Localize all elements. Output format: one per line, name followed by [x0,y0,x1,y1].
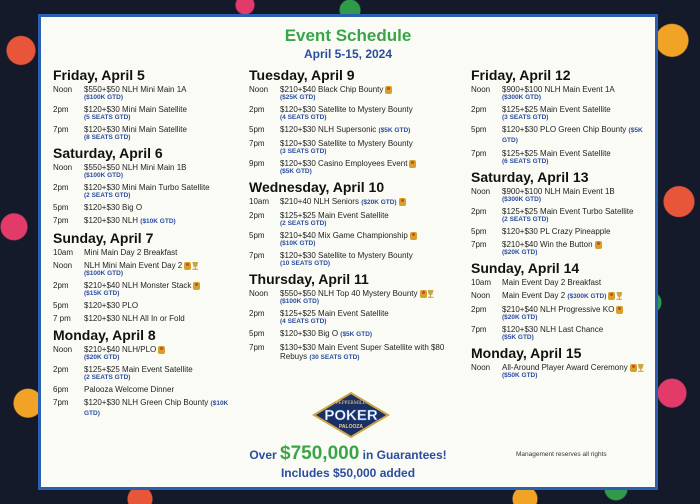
column-1 [53,67,238,422]
event-time: 7pm [471,325,487,334]
event-time: 7pm [471,149,487,158]
event-time: Noon [53,85,73,94]
logo-main-text: POKER [324,407,378,424]
event-row [249,329,447,339]
logo-top-text: PEPPERMILL [335,401,367,406]
event-title: $120+$30 Satellite to Mystery Bounty [280,105,413,114]
event-row [53,301,238,310]
event-title: $120+$30 Mini Main Satellite [84,105,187,114]
event-description [280,289,447,305]
guarantee-badge: ($10K GTD) [140,218,176,225]
event-description [84,398,238,418]
event-description [84,85,238,101]
event-time: 10am [249,197,270,206]
event-time: 5pm [471,227,487,236]
guarantee-badge: ($50K GTD) [502,372,538,379]
guarantee-badge: (2 SEATS GTD) [280,220,327,227]
event-description [280,159,447,175]
event-title: $210+40 NLH Seniors [280,197,359,206]
event-description [84,261,238,277]
event-time: 7pm [249,139,265,148]
event-title: Main Event Day 2 Breakfast [502,278,602,287]
guarantee-badge: (5 SEATS GTD) [84,114,131,121]
day-heading: Tuesday, April 9 [249,67,355,83]
event-row [471,125,651,145]
guarantee-badge: ($5K GTD) [378,127,411,134]
event-title: $120+$30 Big O [84,203,143,212]
event-description [280,139,447,155]
event-description [502,149,651,165]
event-description [280,231,447,247]
event-row [249,231,447,247]
day-block [53,67,238,141]
event-row [471,187,651,203]
medal-icon [193,282,200,290]
guarantee-badge: ($20K GTD) [84,354,120,361]
event-time: Noon [249,85,269,94]
event-row [249,159,447,175]
guarantee-badge: ($100K GTD) [84,94,124,101]
medal-icon [608,292,615,300]
event-row [471,291,651,301]
event-description [84,163,238,179]
event-description [280,329,447,339]
guarantee-prefix: Over [249,448,277,462]
event-time: 5pm [53,203,69,212]
guarantee-badge: ($300K GTD) [567,293,607,300]
event-row [249,197,447,207]
event-title: $130+$30 Main Event Super Satellite with $80 Rebuys [280,343,445,361]
added-money-line: Includes $50,000 added [280,466,416,480]
event-time: 2pm [249,309,265,318]
event-time: 5pm [471,125,487,134]
trophy-icon [616,292,622,300]
guarantee-badge: ($20K GTD) [502,249,538,256]
event-time: 7pm [53,216,69,225]
guarantee-badge: (3 SEATS GTD) [502,114,549,121]
guarantee-badge: ($25K GTD) [280,94,316,101]
event-time: 7pm [249,343,265,352]
event-row [53,314,238,323]
event-title: All-Around Player Award Ceremony [502,363,628,372]
day-block [249,67,447,175]
event-description [502,105,651,121]
day-heading: Sunday, April 7 [53,230,154,246]
event-row [53,105,238,121]
event-row [249,343,447,362]
event-time: Noon [471,187,491,196]
event-title: $125+$25 Main Event Satellite [280,211,389,220]
day-heading: Sunday, April 14 [471,260,580,276]
medal-icon [385,86,392,94]
event-title: Main Event Day 2 [502,291,566,300]
event-time: 2pm [471,305,487,314]
day-block [471,169,651,256]
event-title: $210+$40 NLH/PLO [84,345,157,354]
guarantee-badge: (4 SEATS GTD) [280,114,327,121]
schedule-panel [38,14,658,490]
date-range: April 5-15, 2024 [303,47,393,61]
event-title: $900+$100 NLH Main Event 1B [502,187,615,196]
event-time: 9pm [249,159,265,168]
event-title: $125+$25 Main Event Satellite [502,105,611,114]
event-row [53,163,238,179]
day-block [471,260,651,341]
event-description [280,343,447,362]
column-3 [471,67,651,383]
column-2 [249,67,447,366]
event-time: Noon [471,85,491,94]
event-description [84,281,238,297]
guarantee-badge: (3 SEATS GTD) [280,148,327,155]
event-row [53,345,238,361]
event-row [53,261,238,277]
event-title: $120+$30 Big O [280,329,339,338]
event-time: 7pm [53,398,69,407]
event-row [249,85,447,101]
event-time: Noon [53,345,73,354]
event-row [249,289,447,305]
event-time: 2pm [249,105,265,114]
day-block [249,179,447,267]
day-heading: Friday, April 12 [471,67,571,83]
event-description [502,305,651,321]
event-title: $210+$40 Mix Game Championship [280,231,408,240]
day-heading: Monday, April 8 [53,327,156,343]
event-title: $550+$50 NLH Mini Main 1A [84,85,187,94]
guarantee-badge: ($15K GTD) [84,290,120,297]
event-title: $210+$40 Black Chip Bounty [280,85,384,94]
event-title: $210+$40 NLH Progressive KO [502,305,615,314]
event-description [280,85,447,101]
event-description [84,301,238,310]
event-time: 2pm [249,211,265,220]
day-block [53,145,238,226]
guarantee-badge: ($20K GTD) [361,199,397,206]
day-heading: Friday, April 5 [53,67,145,83]
guarantee-badge: (4 SEATS GTD) [280,318,327,325]
event-time: 2pm [471,105,487,114]
event-row [53,385,238,394]
day-heading: Saturday, April 6 [53,145,163,161]
event-description [84,216,238,226]
event-description [84,345,238,361]
day-block [53,230,238,323]
event-row [53,183,238,199]
guarantee-badge: ($300K GTD) [502,196,542,203]
event-title: $120+$30 Mini Main Satellite [84,125,187,134]
event-description [280,125,447,135]
medal-icon [158,346,165,354]
event-row [53,281,238,297]
event-title: Palooza Welcome Dinner [84,385,175,394]
event-row [471,278,651,287]
event-row [53,85,238,101]
event-description [84,105,238,121]
event-row [53,125,238,141]
event-description [502,187,651,203]
event-description [502,325,651,341]
event-row [249,105,447,121]
event-description [502,227,651,236]
event-title: $120+$30 NLH All In or Fold [84,314,185,323]
event-time: 6pm [53,385,69,394]
event-row [249,309,447,325]
medal-icon [630,364,637,372]
guarantee-badge: ($300K GTD) [502,94,542,101]
event-row [471,305,651,321]
event-time: 2pm [53,281,69,290]
event-title: $120+$30 Satellite to Mystery Bounty [280,251,413,260]
event-title: $550+$50 NLH Top 40 Mystery Bounty [280,289,418,298]
event-title: $125+$25 Main Event Turbo Satellite [502,207,634,216]
guarantee-badge: ($10K GTD) [84,400,229,417]
event-title: $120+$30 Casino Employees Event [280,159,408,168]
event-title: $120+$30 PLO Green Chip Bounty [502,125,627,134]
event-title: $900+$100 NLH Main Event 1A [502,85,615,94]
guarantee-badge: ($100K GTD) [280,298,320,305]
page-title: Event Schedule [284,26,412,45]
guarantee-badge: (2 SEATS GTD) [84,374,131,381]
event-row [53,248,238,257]
guarantee-badge: (2 SEATS GTD) [502,216,549,223]
guarantee-amount: $750,000 [280,443,360,464]
poker-palooza-logo [306,391,396,439]
day-heading: Wednesday, April 10 [249,179,385,195]
event-time: 5pm [249,231,265,240]
event-title: $120+$30 PLO [84,301,139,310]
guarantee-badge: (8 SEATS GTD) [84,134,131,141]
event-description [280,251,447,267]
event-description [84,183,238,199]
day-heading: Thursday, April 11 [249,271,369,287]
guarantee-badge: ($5K GTD) [280,168,312,175]
event-time: 7pm [53,125,69,134]
event-title: $550+$50 NLH Mini Main 1B [84,163,187,172]
management-note: Management reserves all rights [516,451,607,458]
event-title: $120+$30 NLH [84,216,139,225]
trophy-icon [192,262,198,270]
event-row [53,398,238,418]
event-time: Noon [53,163,73,172]
event-description [84,365,238,381]
event-time: Noon [471,291,491,300]
event-time: 7pm [249,251,265,260]
event-time: Noon [53,261,73,270]
event-description [502,278,651,287]
event-description [84,125,238,141]
medal-icon [184,262,191,270]
trophy-icon [638,364,644,372]
event-title: $125+$25 Main Event Satellite [502,149,611,158]
guarantee-suffix: in Guarantees! [362,448,447,462]
event-title: $120+$30 NLH Supersonic [280,125,377,134]
event-description [84,385,238,394]
guarantee-badge: ($5K GTD) [502,334,534,341]
event-title: $120+$30 PL Crazy Pineapple [502,227,611,236]
event-time: 2pm [53,105,69,114]
event-row [471,105,651,121]
event-description [84,248,238,257]
guarantee-badge: (2 SEATS GTD) [84,192,131,199]
event-description [280,197,447,207]
event-description [280,211,447,227]
event-row [249,125,447,135]
logo-bottom-text: PALOOZA [338,424,364,430]
event-row [249,139,447,155]
event-title: $210+$40 Win the Button [502,240,593,249]
event-time: 7pm [471,240,487,249]
event-description [502,240,651,256]
day-block [471,67,651,165]
medal-icon [409,160,416,168]
event-description [502,207,651,223]
event-row [53,203,238,212]
event-time: 5pm [249,329,265,338]
event-time: Noon [249,289,269,298]
event-row [53,365,238,381]
trophy-icon [428,290,434,298]
event-description [84,314,238,323]
event-time: 2pm [471,207,487,216]
event-row [471,149,651,165]
medal-icon [616,306,623,314]
event-title: Mini Main Day 2 Breakfast [84,248,178,257]
day-heading: Monday, April 15 [471,345,582,361]
event-row [471,240,651,256]
event-title: $125+$25 Main Event Satellite [84,365,193,374]
event-row [471,363,651,379]
medal-icon [410,232,417,240]
event-title: $125+$25 Main Event Satellite [280,309,389,318]
event-title: NLH Mini Main Event Day 2 [84,261,183,270]
event-description [502,125,651,145]
guarantee-badge: (6 SEATS GTD) [502,158,549,165]
event-title: $120+$30 NLH Green Chip Bounty [84,398,209,407]
day-heading: Saturday, April 13 [471,169,589,185]
event-description [502,85,651,101]
guarantee-badge: ($10K GTD) [280,240,316,247]
guarantee-badge: (10 SEATS GTD) [280,260,331,267]
event-row [249,251,447,267]
event-title: $120+$30 NLH Last Chance [502,325,604,334]
event-row [471,325,651,341]
event-description [502,291,651,301]
guarantee-badge: ($5K GTD) [340,331,373,338]
event-description [84,203,238,212]
medal-icon [399,198,406,206]
guarantee-badge: ($5K GTD) [502,127,643,144]
event-title: $120+$30 Satellite to Mystery Bounty [280,139,413,148]
event-time: 10am [471,278,492,287]
guarantee-badge: ($100K GTD) [84,270,124,277]
event-description [280,309,447,325]
event-description [502,363,651,379]
event-time: 7 pm [53,314,71,323]
day-block [249,271,447,362]
medal-icon [420,290,427,298]
event-time: 10am [53,248,74,257]
day-block [53,327,238,418]
event-title: $120+$30 Mini Main Turbo Satellite [84,183,210,192]
day-block [471,345,651,379]
event-time: Noon [471,363,491,372]
event-time: 2pm [53,183,69,192]
guarantee-badge: ($100K GTD) [84,172,124,179]
medal-icon [595,241,602,249]
guarantee-badge: ($20K GTD) [502,314,538,321]
event-row [53,216,238,226]
event-description [280,105,447,121]
event-row [249,211,447,227]
event-time: 2pm [53,365,69,374]
guarantee-badge: (30 SEATS GTD) [309,354,360,361]
event-row [471,85,651,101]
event-title: $210+$40 NLH Monster Stack [84,281,192,290]
event-time: 5pm [53,301,69,310]
event-row [471,207,651,223]
event-row [471,227,651,236]
event-time: 5pm [249,125,265,134]
